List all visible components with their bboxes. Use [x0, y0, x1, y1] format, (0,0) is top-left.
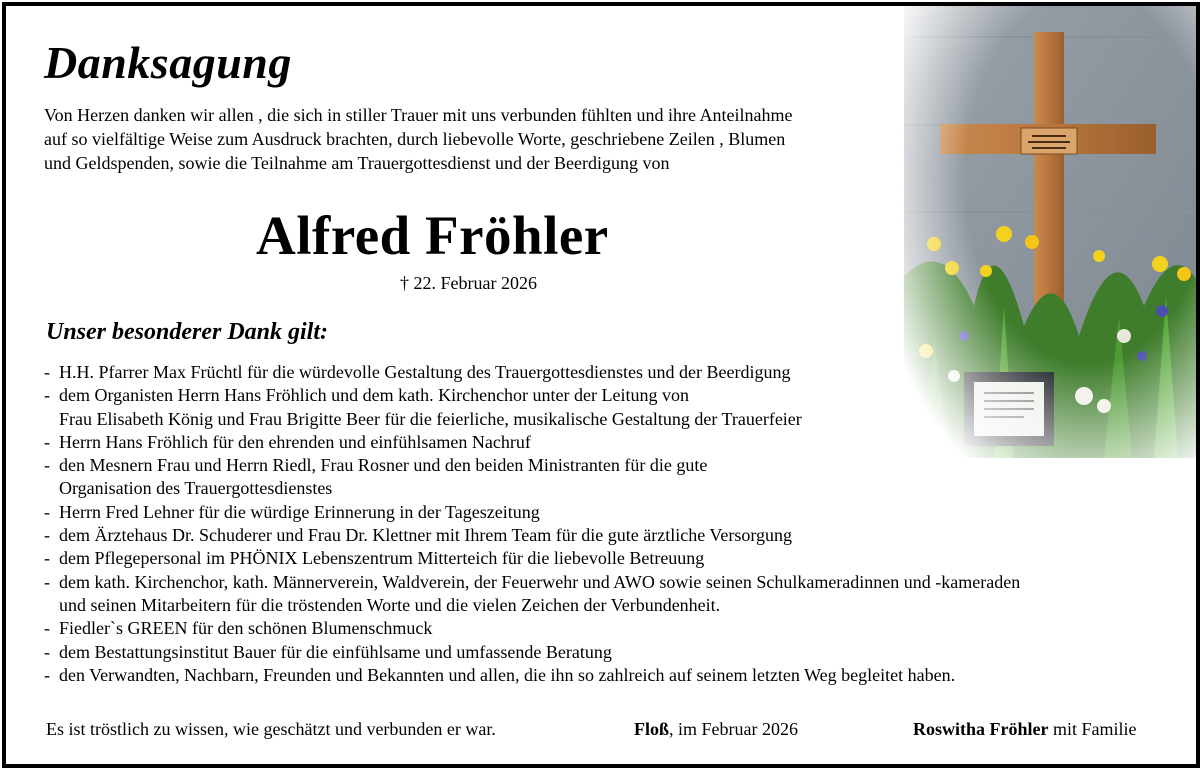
list-marker: -	[44, 431, 50, 452]
list-item-text: dem kath. Kirchenchor, kath. Männerverein, Waldverein, der Feuerwehr und AWO sowie seinen Schulkameradinnen und -kameraden	[59, 571, 1021, 592]
list-item	[44, 501, 1164, 524]
closing-sentence: Es ist tröstlich zu wissen, wie geschätzt und verbunden er war.	[46, 719, 496, 739]
obituary-card	[2, 2, 1200, 768]
list-marker: -	[44, 525, 50, 546]
place-date	[634, 719, 798, 740]
intro-paragraph	[44, 103, 894, 175]
list-marker: -	[44, 362, 50, 382]
intro-line: und Geldspenden, sowie die Teilnahme am Trauergottesdienst und der Beerdigung von	[44, 153, 670, 173]
deceased-name: Alfred Fröhler	[256, 205, 609, 266]
list-item	[44, 361, 1164, 384]
intro-line: auf so vielfältige Weise zum Ausdruck brachten, durch liebevolle Worte, geschriebene Zeilen , Blumen	[44, 129, 786, 149]
list-item	[44, 524, 1164, 547]
list-marker: -	[44, 501, 50, 522]
place-name: Floß	[634, 719, 670, 739]
signer-name: Roswitha Fröhler	[913, 719, 1049, 739]
list-marker: -	[44, 385, 50, 406]
thanks-list	[44, 361, 1164, 687]
list-item-text: dem Ärztehaus Dr. Schuderer und Frau Dr. Klettner mit Ihrem Team für die gute ärztliche Versorgung	[59, 525, 793, 546]
list-item	[44, 641, 1164, 664]
page-title: Danksagung	[44, 37, 292, 88]
list-marker: -	[44, 618, 50, 639]
list-marker: -	[44, 664, 50, 685]
list-item	[44, 617, 1164, 640]
list-item	[44, 571, 1164, 618]
list-marker: -	[44, 455, 50, 476]
thanks-heading: Unser besonderer Dank gilt:	[46, 319, 329, 345]
place-date-text: , im Februar 2026	[669, 719, 798, 739]
list-item-text: und seinen Mitarbeitern für die tröstenden Worte und die vielen Zeichen der Verbundenheit.	[59, 594, 721, 615]
list-item-text: Herrn Fred Lehner für die würdige Erinnerung in der Tageszeitung	[59, 501, 540, 522]
signature	[913, 719, 1136, 740]
death-date: † 22. Februar 2026	[400, 273, 537, 293]
list-marker: -	[44, 548, 50, 569]
list-item-text: Fiedler`s GREEN für den schönen Blumenschmuck	[59, 618, 433, 639]
list-item-text: Organisation des Trauergottesdienstes	[59, 478, 333, 499]
list-item	[44, 547, 1164, 570]
list-item-text: Herrn Hans Fröhlich für den ehrenden und einfühlsamen Nachruf	[59, 431, 531, 452]
list-marker: -	[44, 571, 50, 592]
list-item-text: den Mesnern Frau und Herrn Riedl, Frau Rosner und den beiden Ministranten für die gute	[59, 455, 708, 476]
list-item-text: dem Bestattungsinstitut Bauer für die einfühlsame und umfassende Beratung	[59, 641, 612, 662]
list-item-text: H.H. Pfarrer Max Früchtl für die würdevolle Gestaltung des Trauergottesdienstes und der Beerdigung	[59, 362, 791, 382]
list-item	[44, 454, 1164, 501]
list-item-text: den Verwandten, Nachbarn, Freunden und Bekannten und allen, die ihn so zahlreich auf seinem letzten Weg begleitet haben.	[59, 664, 956, 685]
intro-line: Von Herzen danken wir allen , die sich in stiller Trauer mit uns verbunden fühlten und ihre Anteilnahme	[44, 105, 793, 125]
signer-suffix: mit Familie	[1048, 719, 1137, 739]
list-item	[44, 384, 1164, 431]
list-item-text: dem Organisten Herrn Hans Fröhlich und dem kath. Kirchenchor unter der Leitung von	[59, 385, 689, 406]
list-marker: -	[44, 641, 50, 662]
list-item-text: Frau Elisabeth König und Frau Brigitte Beer für die feierliche, musikalische Gestaltung der Trauerfeier	[59, 408, 802, 429]
list-item-text: dem Pflegepersonal im PHÖNIX Lebenszentrum Mitterteich für die liebevolle Betreuung	[59, 548, 705, 569]
list-item	[44, 664, 1164, 687]
list-item	[44, 431, 1164, 454]
